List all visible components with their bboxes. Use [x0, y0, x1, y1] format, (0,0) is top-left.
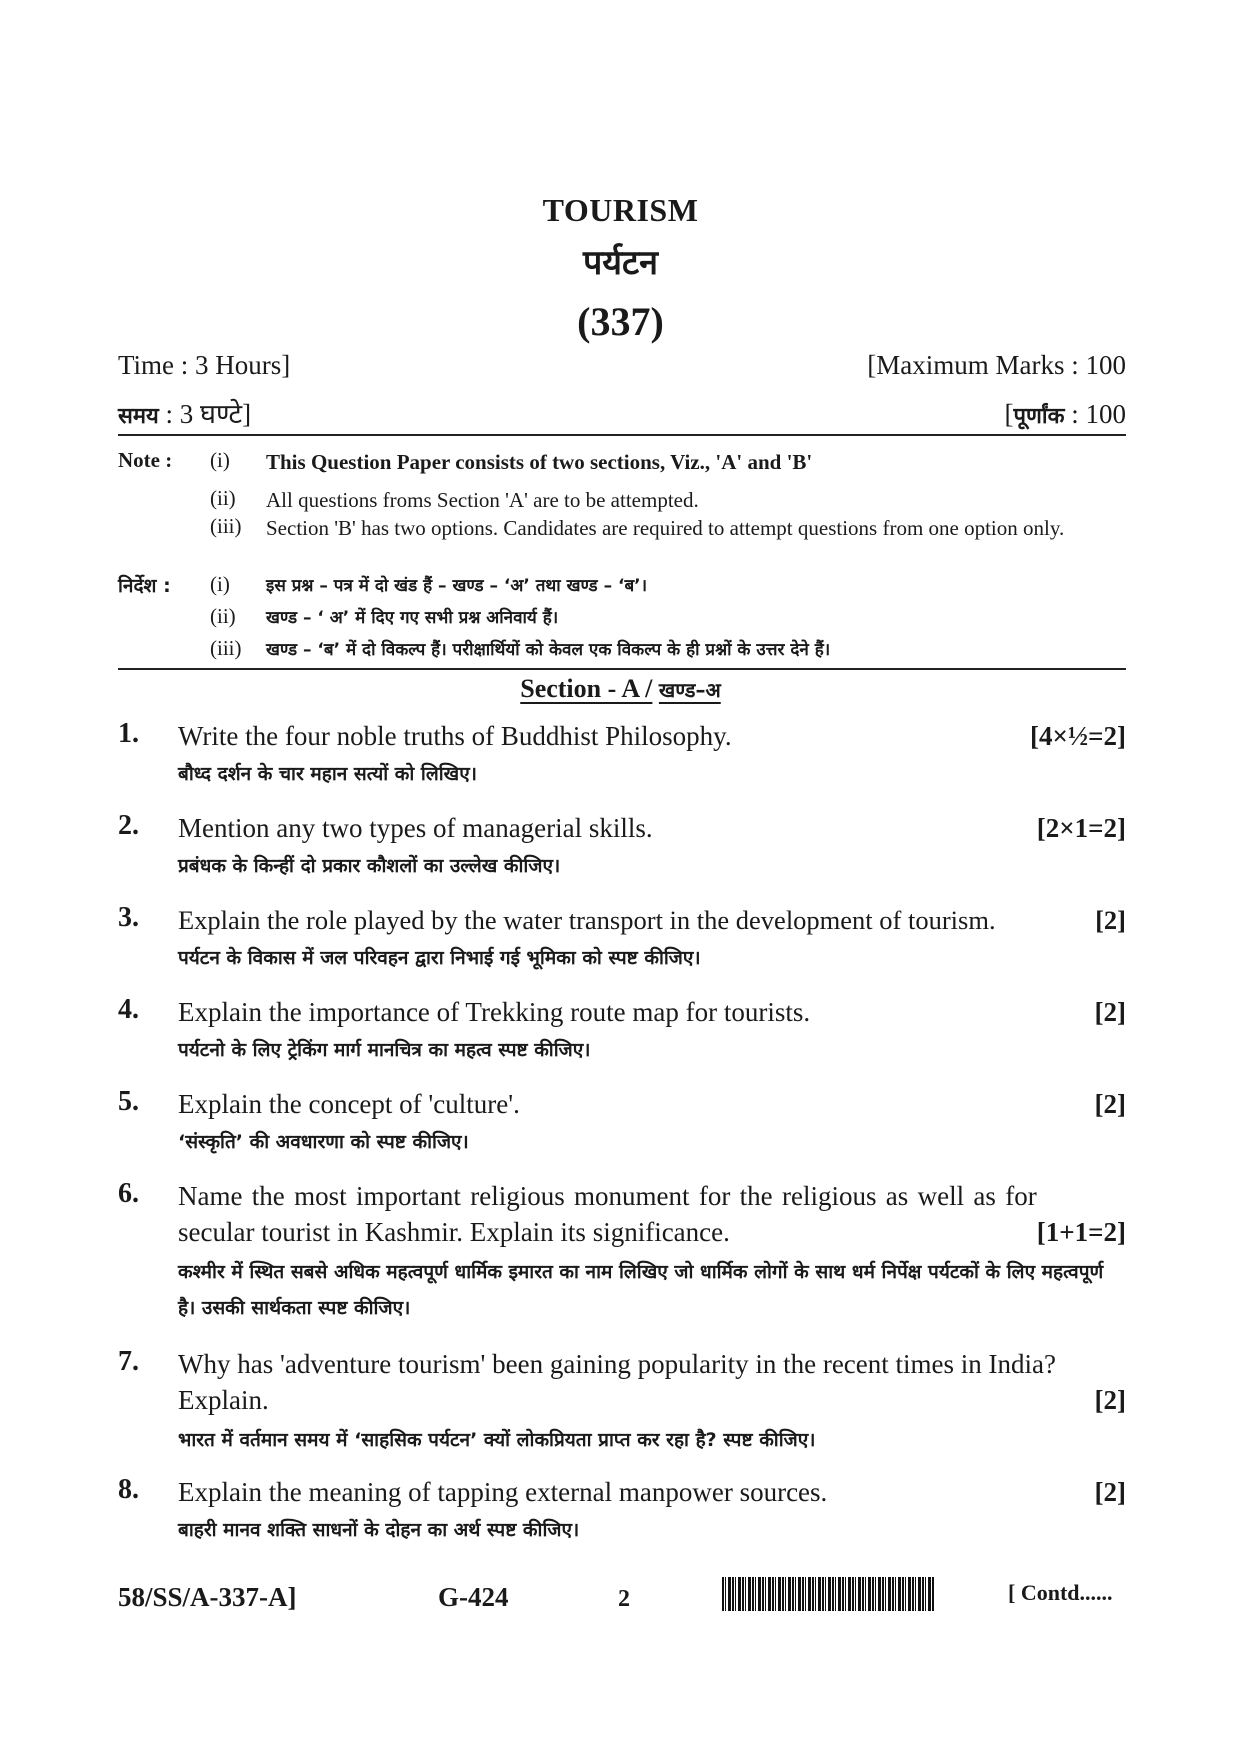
question-text-hindi: ‘संस्कृति’ की अवधारणा को स्पष्ट कीजिए।	[178, 1131, 469, 1153]
header-divider	[118, 434, 1126, 436]
notes-divider	[118, 668, 1126, 670]
subject-title-hindi: पर्यटन	[582, 243, 659, 283]
question-marks: [2]	[1094, 1089, 1126, 1119]
time-marks-row-english	[118, 350, 1126, 381]
section-heading-hindi: खण्ड–अ	[658, 678, 721, 702]
paper-code: 58/SS/A-337-A]	[118, 1582, 297, 1612]
note-label-hindi: निर्देश :	[118, 575, 171, 597]
page-number: 2	[618, 1586, 630, 1612]
question-text: Explain the importance of Trekking route map for tourists.	[178, 997, 811, 1027]
time-english: Time : 3 Hours]	[118, 350, 291, 380]
series-code: G-424	[438, 1582, 509, 1612]
max-marks-hindi: [पूर्णांक : 100	[1004, 399, 1126, 429]
question-text-hindi: पर्यटन के विकास में जल परिवहन द्वारा निभाई गई भूमिका को स्पष्ट कीजिए।	[178, 947, 701, 969]
section-heading	[0, 674, 1241, 704]
section-heading-english: Section - A /	[520, 674, 653, 703]
max-marks-english: [Maximum Marks : 100	[867, 350, 1126, 380]
question-text: Why has 'adventure tourism' been gaining popularity in the recent times in India? Explain.	[178, 1349, 1056, 1415]
question-text: Write the four noble truths of Buddhist Philosophy.	[178, 721, 732, 751]
question-marks: [2×1=2]	[1036, 813, 1126, 843]
subject-code: (337)	[577, 299, 664, 344]
question-marks: [2]	[1094, 1385, 1126, 1415]
question-text-hindi: पर्यटनो के लिए ट्रेकिंग मार्ग मानचित्र का महत्व स्पष्ट कीजिए।	[178, 1039, 591, 1061]
subject-title-english: TOURISM	[542, 192, 699, 228]
question-marks: [2]	[1094, 997, 1126, 1027]
question-text: Name the most important religious monument for the religious as well as for secular tourist in Kashmir. Explain its significance.	[178, 1181, 1037, 1247]
question-text-hindi: बाहरी मानव शक्ति साधनों के दोहन का अर्थ स्पष्ट कीजिए।	[178, 1519, 580, 1541]
question-text: Mention any two types of managerial skills.	[178, 813, 653, 843]
question-text: Explain the role played by the water transport in the development of tourism.	[178, 905, 996, 935]
continued-label: [ Contd......	[1008, 1580, 1113, 1605]
question-text-hindi: प्रबंधक के किन्हीं दो प्रकार कौशलों का उल्लेख कीजिए।	[178, 855, 561, 877]
time-hindi: समय : 3 घण्टे]	[118, 399, 252, 429]
note-label: Note :	[118, 448, 173, 472]
question-text-hindi: कश्मीर में स्थित सबसे अधिक महत्वपूर्ण धार्मिक इमारत का नाम लिखिए जो धार्मिक लोगों के साथ धर्म निर्पेक्ष पर्यटकों के लिए महत्वपूर्ण है। उसकी सार्थकता स्पष्ट कीजिए।	[178, 1261, 1104, 1319]
question-text: Explain the meaning of tapping external manpower sources.	[178, 1477, 828, 1507]
barcode-image	[722, 1577, 934, 1611]
question-text-hindi: बौध्द दर्शन के चार महान सत्यों को लिखिए।	[178, 763, 477, 785]
question-marks: [4×½=2]	[1029, 721, 1126, 751]
exam-page: TOURISM पर्यटन (337) Time : 3 Hours] [Maximum Marks : 100 समय : 3 घण्टे] [पूर्णांक : 100 Note : (i) This Question Paper consists of two sections, Viz., 'A' and 'B' (ii) All questions froms Section 'A' are to be attempted. (iii) Section 'B' has two options. Candidates are required to attempt questions from one option only. निर्देश : (i) इस प्रश्न – पत्र में दो खंड हैं – खण्ड – ‘अ’ तथा खण्ड – ‘ब’। (ii) खण्ड – ‘ अ’ में दिए गए सभी प्रश्न अनिवार्य हैं। (iii) खण्ड – ‘ब’ में दो विकल्प हैं। परीक्षार्थियों को केवल एक विकल्प के ही प्रश्नों के उत्तर देने हैं। Section - A / खण्ड–अ 1. [4×½=2] Write the four noble truths of Buddhist Philosophy. बौध्द दर्शन के चार महान सत्यों को लिखिए। 2. [2×1=2] Mention any two types of managerial skills. प्रबंधक के किन्हीं दो प्रकार कौशलों का उल्लेख कीजिए। 3. [2] Explain the role played by the water transport in the development of tourism. पर्यटन के विकास में जल परिवहन द्वारा निभाई गई भूमिका को स्पष्ट कीजिए। 4. [2] Explain the importance of Trekking route map for tourists. पर्यटनो के लिए ट्रेकिंग मार्ग मानचित्र का महत्व स्पष्ट कीजिए। 5. [2] Explain the concept of 'culture'. ‘संस्कृति’ की अवधारणा को स्पष्ट कीजिए। 6. [1+1=2] Name the most important religious monument for the religious as well as for secular tourist in Kashmir. Explain its significance. कश्मीर में स्थित सबसे अधिक महत्वपूर्ण धार्मिक इमारत का नाम लिखिए जो धार्मिक लोगों के साथ धर्म निर्पेक्ष पर्यटकों के लिए महत्वपूर्ण है। उसकी सार्थकता स्पष्ट कीजिए। 7. [2] Why has 'adventure tourism' been gaining popularity in the recent times in India? Explain. भारत में वर्तमान समय में ‘साहसिक पर्यटन’ क्यों लोकप्रियता प्राप्त कर रहा है? स्पष्ट कीजिए। 8. [2] Explain the meaning of tapping external manpower sources. बाहरी मानव शक्ति साधनों के दोहन का अर्थ स्पष्ट कीजिए। 58/SS/A-337-A] G-424 2 [ Contd......	[0, 0, 1241, 1754]
question-marks: [1+1=2]	[1036, 1217, 1126, 1247]
question-marks: [2]	[1094, 1477, 1126, 1507]
question-text-hindi: भारत में वर्तमान समय में ‘साहसिक पर्यटन’ क्यों लोकप्रियता प्राप्त कर रहा है? स्पष्ट कीजिए।	[178, 1429, 816, 1451]
question-text: Explain the concept of 'culture'.	[178, 1089, 520, 1119]
time-marks-row-hindi	[118, 394, 1126, 431]
question-marks: [2]	[1095, 905, 1126, 935]
